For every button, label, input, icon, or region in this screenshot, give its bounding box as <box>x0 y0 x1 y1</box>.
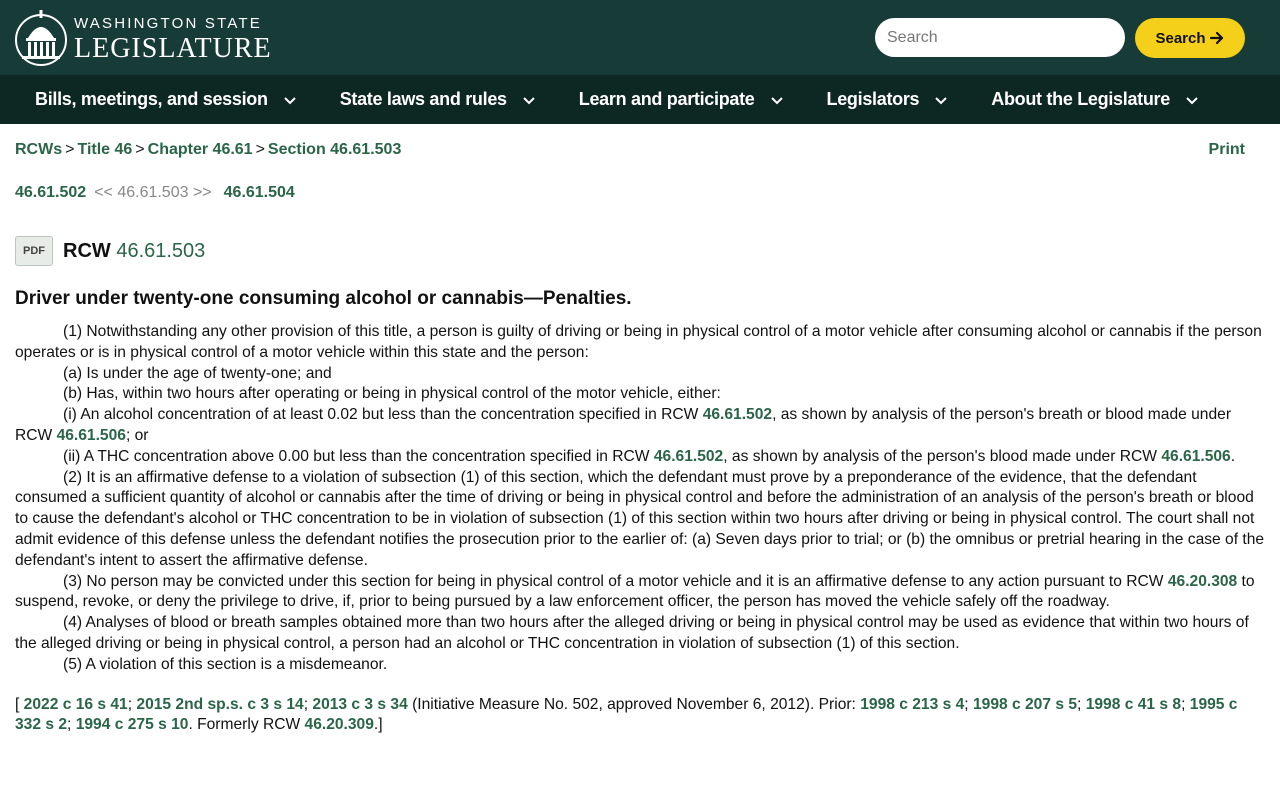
breadcrumb-rcws[interactable]: RCWs <box>15 141 63 158</box>
text: to suspend, revoke, or deny the privilege to drive, if, prior to being pursued by a law enforcement officer, the person has moved the vehicle safely off the roadway. <box>15 572 1255 611</box>
text: (3) No person may be convicted under this section for being in physical control of a motor vehicle and it is an affirmative defense to any action pursuant to RCW <box>63 572 1168 590</box>
session-law-link[interactable]: 1998 c 207 s 5 <box>972 695 1078 713</box>
text: , as shown by analysis of the person's breath or blood made under RCW <box>15 406 1232 444</box>
session-law-link[interactable]: 1994 c 275 s 10 <box>75 716 189 734</box>
paragraph <box>15 447 1265 468</box>
paragraph: (4) Analyses of blood or breath samples obtained more than two hours after the alleged driving or being in physical control may be used as evidence that within two hours of the alleged driving or being in physical control, a person had an alcohol or THC concentration in violation of subsection (1) of this section. <box>15 614 1249 652</box>
search-input[interactable] <box>875 18 1125 57</box>
text: ; <box>964 695 973 713</box>
rcw-header <box>15 236 1265 266</box>
text: (i) An alcohol concentration of at least 0.02 but less than the concentration specified in RCW <box>63 406 703 424</box>
nav-item-laws[interactable] <box>340 89 539 110</box>
paragraph: (1) Notwithstanding any other provision of this title, a person is guilty of driving or being in physical control of a motor vehicle after consuming alcohol or cannabis if the person operates or is in physical control of a motor vehicle within this state and the person: <box>15 323 1262 361</box>
nav-item-label: Bills, meetings, and session <box>35 89 268 109</box>
nav-item-label: Legislators <box>826 89 920 109</box>
nav-item-bills[interactable] <box>35 89 300 110</box>
logo-line-2: LEGISLATURE <box>74 32 272 64</box>
rcw-prefix: RCW <box>63 239 111 262</box>
chevron-down-icon <box>521 91 539 109</box>
text: ; or <box>125 426 149 444</box>
site-logo[interactable] <box>14 8 272 66</box>
pdf-button[interactable]: PDF <box>15 236 53 266</box>
rcw-link[interactable]: 46.61.506 <box>1161 447 1231 465</box>
nav-item-label: State laws and rules <box>339 89 507 109</box>
paragraph: (a) Is under the age of twenty-one; and <box>63 364 332 382</box>
chevron-down-icon <box>933 91 951 109</box>
text: ; <box>67 716 76 734</box>
rcw-link[interactable]: 46.61.502 <box>653 447 724 465</box>
section-body <box>15 322 1265 676</box>
nav-item-legislators[interactable] <box>827 89 952 110</box>
session-law-link[interactable]: 2015 2nd sp.s. c 3 s 14 <box>136 695 304 713</box>
breadcrumb-separator: > <box>135 141 145 158</box>
text: ; <box>1181 695 1190 713</box>
chevron-down-icon <box>769 91 787 109</box>
nav-item-label: About the Legislature <box>991 89 1170 109</box>
text: . <box>1230 447 1236 465</box>
nav-item-about[interactable] <box>991 89 1202 110</box>
site-header <box>0 0 1280 75</box>
text: [ <box>15 695 24 713</box>
search-button-label: Search <box>1155 29 1206 47</box>
logo-line-1: WASHINGTON STATE <box>74 14 262 32</box>
main-nav <box>0 75 1280 124</box>
breadcrumb <box>15 124 1265 176</box>
section-heading: Driver under twenty-one consuming alcohol or cannabis—Penalties. <box>15 288 632 309</box>
paragraph <box>15 572 1265 614</box>
nav-item-label: Learn and participate <box>578 89 755 109</box>
chevron-down-icon <box>1184 91 1202 109</box>
arrow-right-icon <box>1209 30 1225 46</box>
rcw-link[interactable]: 46.61.502 <box>702 406 773 424</box>
text: (Initiative Measure No. 502, approved November 6, 2012). Prior: <box>407 695 861 713</box>
breadcrumb-separator: > <box>65 141 75 158</box>
session-law-link[interactable]: 1998 c 213 s 4 <box>860 695 965 713</box>
text: .] <box>373 716 383 734</box>
text: (ii) A THC concentration above 0.00 but less than the concentration specified in RCW <box>63 447 654 465</box>
rcw-link[interactable]: 46.61.506 <box>56 426 126 444</box>
rcw-number: 46.61.503 <box>116 239 206 262</box>
paragraph: (b) Has, within two hours after operating or being in physical control of the motor vehicle, either: <box>63 385 721 403</box>
text: ; <box>1077 695 1086 713</box>
text: ; <box>303 695 313 713</box>
session-law-link[interactable]: 2022 c 16 s 41 <box>23 695 128 713</box>
session-law-link[interactable]: 2013 c 3 s 34 <box>312 695 408 713</box>
capitol-dome-icon <box>14 8 68 66</box>
next-section-link[interactable]: 46.61.504 <box>223 184 295 201</box>
breadcrumb-section[interactable]: Section 46.61.503 <box>267 141 402 158</box>
breadcrumb-separator: > <box>255 141 265 158</box>
rcw-link[interactable]: 46.20.309 <box>304 716 374 734</box>
current-section-label: << 46.61.503 >> <box>94 184 212 201</box>
breadcrumb-chapter[interactable]: Chapter 46.61 <box>147 141 253 158</box>
session-law-link[interactable]: 1998 c 41 s 8 <box>1085 695 1182 713</box>
print-link[interactable]: Print <box>1208 141 1245 158</box>
text: , as shown by analysis of the person's blood made under RCW <box>723 447 1162 465</box>
paragraph <box>15 405 1265 447</box>
rcw-link[interactable]: 46.20.308 <box>1167 572 1238 590</box>
nav-item-learn[interactable] <box>579 89 787 110</box>
text: ; <box>127 695 137 713</box>
page-title <box>63 240 205 263</box>
prev-section-link[interactable]: 46.61.502 <box>15 184 87 201</box>
session-law-link[interactable]: 1995 c 332 s 2 <box>15 695 1238 734</box>
search-button[interactable] <box>1135 18 1245 58</box>
chevron-down-icon <box>282 91 300 109</box>
paragraph: (5) A violation of this section is a misdemeanor. <box>63 655 388 673</box>
main-content <box>0 124 1280 736</box>
paragraph: (2) It is an affirmative defense to a violation of subsection (1) of this section, which the defendant must prove by a preponderance of the evidence, that the defendant consumed a sufficient quantity of alcohol or cannabis after the time of driving or being in physical control and before the administration of an analysis of the person's breath or blood to cause the defendant's alcohol or THC concentration to be in violation of subsection (1) of this section within two hours after driving or being in physical control. The court shall not admit evidence of this defense unless the defendant notifies the prosecution prior to the earlier of: (a) Seven days prior to trial; or (b) the omnibus or pretrial hearing in the case of the defendant's intent to assert the affirmative defense. <box>15 468 1265 569</box>
text: . Formerly RCW <box>188 716 305 734</box>
breadcrumb-title[interactable]: Title 46 <box>77 141 133 158</box>
section-navigation <box>15 184 1265 202</box>
citation-history <box>15 695 1265 737</box>
